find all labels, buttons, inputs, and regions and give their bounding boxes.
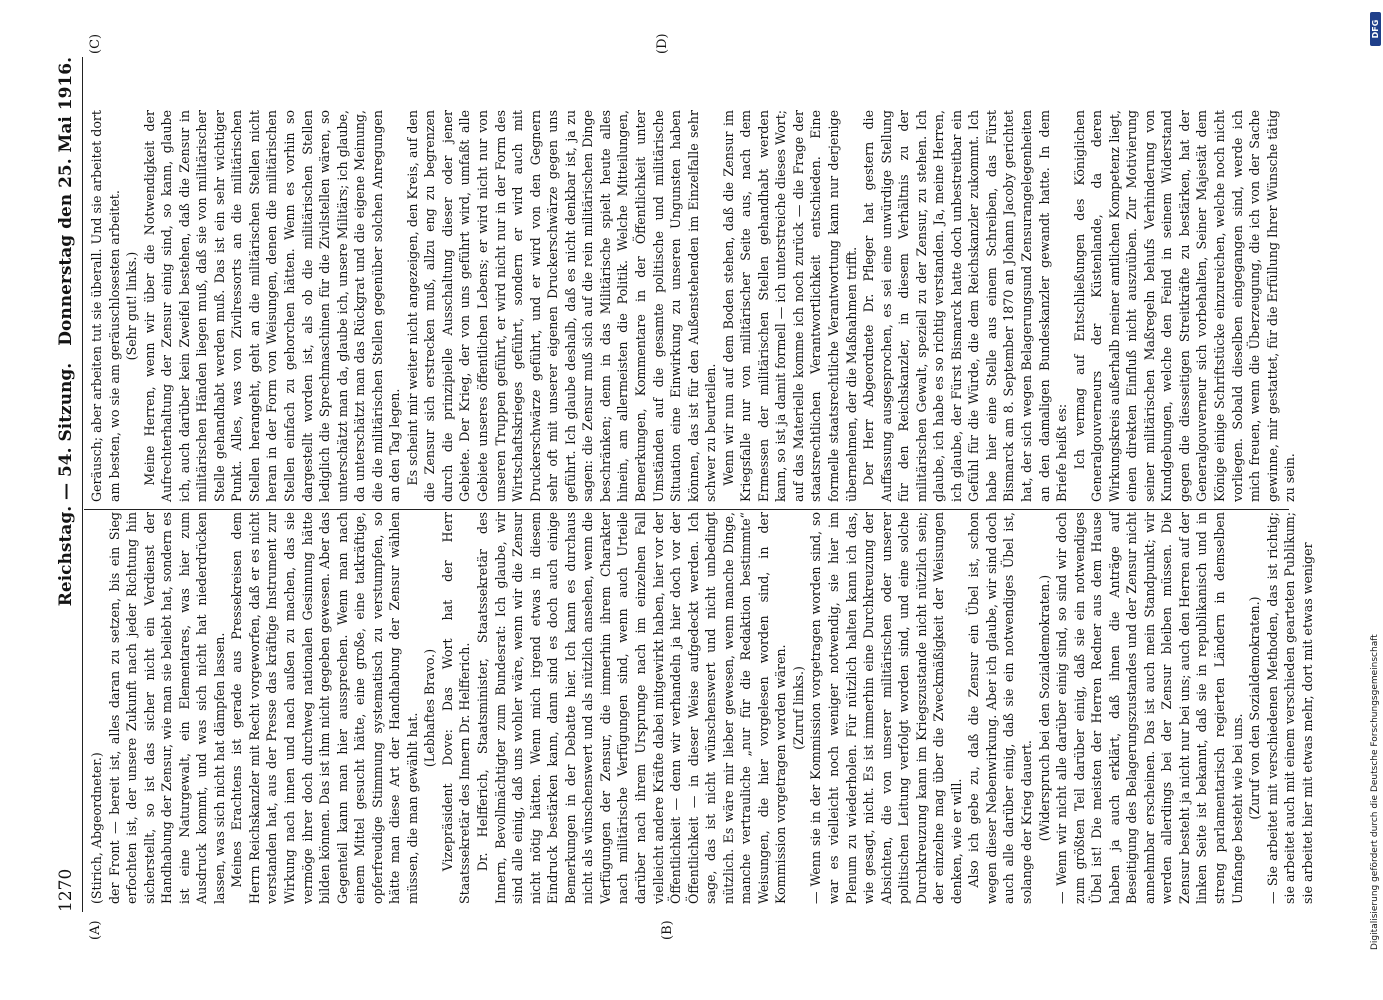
left-column — [88, 512, 1315, 904]
funding-note — [1370, 50, 1381, 950]
margin-letter-a: (A) — [88, 920, 103, 940]
speaker-attribution: (Stirich, Abgeordneter.) — [89, 752, 104, 904]
page-number: 1270 — [56, 868, 76, 912]
margin-letter-b: (B) — [660, 920, 675, 940]
paragraph: Der Herr Abgeordnete Dr. Pfleger hat gestern die Auffassung ausgesprochen, es sei eine unwürdige Stellung für den Reichskanzler, in diesem Verhältnis zu der militärischen Gewalt, speziell zu der Zensur, zu stehen. Ich glaube, ich habe es so richtig verstanden. Ja, meine Herren, ich glaube, der Fürst Bismarck hatte doch unbestreitbar ein Gefühl für die Würde, die dem Reichskanzler zukommt. Ich habe hier eine Stelle aus einem Schreiben, das Fürst Bismarck am 8. September 1870 an Johann Jacoby gerichtet hat, der sich wegen Belagerungsund Zensurangelegenheiten an den damaligen Bundeskanzler gewandt hatte. In dem Briefe heißt es: — [861, 110, 1070, 502]
paragraph: Geräusch; aber arbeiten tut sie überall. Und sie arbeitet dort am besten, wo sie am geräuschlosesten arbeitet. — [89, 110, 122, 502]
paragraph: — Sie arbeitet mit verschiedenen Methoden, das ist richtig; sie arbeitet auch mit einem verschieden gearteten Publikum; sie arbeitet hier mit etwas mehr, dort mit etwas weniger — [1264, 512, 1315, 904]
paragraph: — Wenn wir nicht alle darüber einig sind, so sind wir doch zum größten Teil darüber einig, daß sie ein notwendiges Übel ist! Die meisten der Herren Redner aus dem Hause haben ja auch erklärt, daß ihnen die Anträge auf Beseitigung des Belagerungszustandes und der Zensur nicht annehmbar erscheinen. Das ist auch mein Standpunkt; wir werden allerdings bei der Zensur bleiben müssen. Die Zensur besteht ja nicht nur bei uns; auch den Herren auf der linken Seite ist bekannt, daß sie in republikanisch und in streng parlamentarisch regierten Ländern in demselben Umfange besteht wie bei uns. — [1054, 512, 1245, 904]
interjection: (Zuruf von den Sozialdemokraten.) — [1247, 596, 1263, 820]
right-column — [88, 110, 1298, 502]
paragraph: Vizepräsident Dove: Das Wort hat der Herr Staatssekretär des Innern Dr. Helfferich. — [439, 512, 473, 904]
interjection: (Zuruf links.) — [790, 666, 806, 750]
quoted-letter: Ich vermag auf Entschließungen des Königlichen Generalgouverneurs der Küstenlande, da deren Wirkungskreis außerhalb meiner amtlichen Kompetenz liegt, einen direkten Einfluß nicht auszuüben. Zur Motivierung seiner militärischen Maßregeln behufs Verhinderung von Kundgebungen, welche den Feind in seinem Widerstand gegen die diesseitigen Streitkräfte zu bestärken, hat der Generalgouverneur sich vorbehalten, Seiner Majestät dem Könige einige Schriftstücke einzureichen, welche noch nicht vorliegen. Sobald dieselben eingegangen sind, werde ich mich freuen, wenn die Überzeugung, die ich von der Sache gewinne, mir gestattet, für die Erfüllung Ihrer Wünsche tätig zu sein. — [1071, 110, 1298, 502]
session-title: Reichstag. — 54. Sitzung. — [56, 362, 76, 607]
paragraph: Meine Herren, wenn wir über die Notwendigkeit der Aufrechterhaltung der Zensur einig sind, so kann, glaube ich, auch darüber kein Zweifel bestehen, daß die Zensur in militärischen Händen liegen muß, daß sie von militärischer Stelle gehandhabt werden muß. Das ist ein sehr wichtiger Punkt. Alles, was von Zivilressorts an die militärischen Stellen herangeht, geht an die militärischen Stellen nicht heran in der Form von Weisungen, denen die militärischen Stellen einfach zu gehorchen hätten. Wenn es vorhin so dargestellt worden ist, als ob die militärischen Stellen lediglich die Sprechmaschinen für die Zivilstellen wären, so unterschätzt man da, glaube ich, unsere Militärs; ich glaube, da unterschätzt man das Rückgrat und die eigene Meinung, die die militärischen Stellen gegenüber solchen Anregungen an den Tag legen. — [141, 110, 403, 502]
margin-letter-c: (C) — [88, 33, 103, 54]
interjection: (Lebhaftes Bravo.) — [422, 648, 438, 768]
paragraph: Also ich gebe zu, daß die Zensur ein Übel ist, schon wegen dieser Nebenwirkung. Aber ich glaube, wir sind doch auch alle darüber einig, daß sie ein notwendiges Übel ist, solange der Krieg dauert. — [966, 512, 1034, 904]
paragraph: — Wenn sie in der Kommission vorgetragen worden sind, so war es vielleicht noch weniger notwendig, sie hier im Plenum zu wiederholen. Für nützlich halten kann ich das, wie gesagt, nicht. Es ist immerhin eine Durchkreuzung der Absichten, die von unserer militärischen oder unserer politischen Leitung verfolgt worden sind, und eine solche Durchkreuzung kann im Kriegszustande nicht nützlich sein; der einzelne mag über die Zweckmäßigkeit der Weisungen denken, wie er will. — [808, 512, 964, 904]
dfg-logo-text: DFG — [1371, 19, 1380, 39]
paragraph: Dr. Helfferich, Staatsminister, Staatssekretär des Innern, Bevollmächtigter zum Bundesrat: Ich glaube, wir sind alle einig, daß uns wohler wäre, wenn wir die Zensur nicht nötig hätten. Wenn mich irgend etwas in diesem Eindruck bestärken kann, dann sind es doch auch einige Bemerkungen in der Debatte hier. Ich kann es durchaus nicht als wünschenswert und als nützlich ansehen, wenn die Verfügungen der Zensur, die immerhin ihrem Charakter nach militärische Verfügungen sind, wenn auch Urteile darüber nach ihrem Ursprunge nach im einzelnen Fall vielleicht andere Kräfte dabei mitgewirkt haben, hier vor der Öffentlichkeit — denn wir verhandeln ja hier doch vor der Öffentlichkeit — in dieser Weise aufgedeckt werden. Ich sage, das ist nicht wünschenswert und nicht unbedingt nützlich. Es wäre mir lieber gewesen, wenn manche Dinge, manche vertrauliche „nur für die Redaktion bestimmte“ Weisungen, die hier vorgelesen worden sind, in der Kommission vorgetragen worden wären. — [475, 512, 789, 904]
funding-note-text: Digitalisierung gefördert durch die Deutsche Forschungsgemeinschaft — [1370, 634, 1380, 950]
interjection: (Sehr gut! links.) — [124, 251, 140, 361]
margin-letter-d: (D) — [655, 33, 670, 54]
interjection: (Widerspruch bei den Sozialdemokraten.) — [1036, 574, 1052, 842]
page-header — [52, 57, 83, 912]
paragraph: Wenn wir nun auf dem Boden stehen, daß die Zensur im Kriegsfalle nur von militärischer Seite aus, nach dem Ermessen der militärischen Stellen gehandhabt werden kann, so ist ja damit formell — ich unterstreiche dieses Wort; auf das Materielle komme ich noch zurück — die Frage der staatsrechtlichen Verantwortlichkeit entschieden. Eine formelle staatsrechtliche Verantwortung kann nur derjenige übernehmen, der die Maßnahmen trifft. — [720, 110, 859, 502]
dfg-logo — [1370, 12, 1381, 46]
paragraph: Es scheint mir weiter nicht angezeigen, den Kreis, auf den die Zensur sich erstrecken muß, allzu eng zu begrenzen durch die prinzipielle Ausschaltung dieser oder jener Gebiete. Der Krieg, der von uns geführt wird, umfaßt alle Gebiete unseres öffentlichen Lebens; er wird nicht nur von unseren Truppen geführt, er wird nicht nur in der Form des Wirtschaftskrieges geführt, sondern er wird auch mit Druckerschwärze geführt, und er wird von den Gegnern sehr oft mit unserer eigenen Druckerschwärze gegen uns geführt. Ich glaube deshalb, daß es nicht denkbar ist, ja zu sagen: die Zensur muß sich auf die rein militärischen Dinge beschränken; denn in das Militärische spielt heute alles hinein, am allermeisten die Politik. Welche Mitteilungen, Bemerkungen, Kommentare in der Öffentlichkeit unter Umständen auf die gesamte politische und militärische Situation eine Einwirkung zu unseren Ungunsten haben können, das ist für den Außenstehenden im Einzelfalle sehr schwer zu beurteilen. — [404, 110, 719, 502]
paragraph: Meines Erachtens ist gerade aus Pressekreisen dem Herrn Reichskanzler mit Recht vorgeworfen, daß er es nicht verstanden hat, aus der Presse das kräftige Instrument zur Wirkung nach innen und nach außen zu machen, das sie vermöge ihrer doch durchweg nationalen Gesinnung hätte bilden können. Das ist ihm nicht gegeben gewesen. Aber das Gegenteil kann man hier aussprechen. Wenn man nach einem Mittel gesucht hätte, eine große, eine tatkräftige, opferfreudige Stimmung systematisch zu verstumpfen, so hätte man diese Art der Handhabung der Zensur wählen müssen, die man gewählt hat. — [229, 512, 420, 904]
session-date: Donnerstag den 25. Mai 1916. — [56, 57, 76, 346]
column-divider — [84, 509, 1289, 510]
paragraph: der Front — bereit ist, alles daran zu setzen, bis ein Sieg erfochten ist, der unsere Zukunft nach jeder Richtung hin sicherstellt, so ist das sicher nicht ein Verdienst der Handhabung der Zensur, wie man sie beliebt hat, sondern es ist eine Naturgewalt, ein Elementares, was hier zum Ausdruck kommt, und was sich nicht hat niederdrücken lassen, was sich nicht hat dämpfen lassen. — [106, 512, 227, 904]
